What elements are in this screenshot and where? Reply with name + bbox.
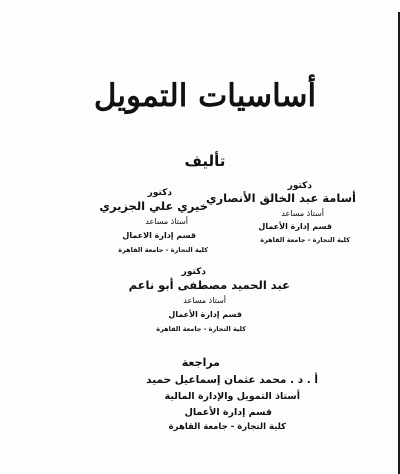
author-name: عبد الحميد مصطفى أبو ناعم: [128, 278, 290, 292]
author-name: أسامة عبد الخالق الأنصاري: [205, 191, 356, 205]
author-faculty: كلية التجارة - جامعة القاهرة: [118, 246, 208, 254]
review-block: [118, 356, 318, 446]
author-faculty: كلية التجارة - جامعة القاهرة: [156, 325, 246, 333]
author-degree: دكتور: [181, 267, 206, 277]
reviewer-department: قسم إدارة الأعمال: [184, 407, 272, 418]
author-degree: دكتور: [287, 181, 312, 191]
authored-by-label: تأليف: [184, 152, 226, 170]
author-department: قسم إدارة الاعمال: [122, 231, 196, 240]
author-faculty: كلية التجارة - جامعة القاهرة: [260, 236, 350, 244]
reviewer-name: أ . د . محمد عثمان إسماعيل حميد: [146, 374, 318, 386]
reviewer-faculty: كلية التجارة - جامعة القاهرة: [168, 422, 286, 432]
author-department: قسم إدارة الأعمال: [258, 222, 332, 231]
reviewer-position: أستاذ التمويل والإدارة المالية: [164, 391, 300, 402]
review-heading: مراجعة: [181, 356, 220, 369]
author-rank: أستاذ مساعد: [281, 209, 324, 218]
author-rank: أستاذ مساعد: [145, 217, 188, 226]
author-department: قسم إدارة الأعمال: [168, 310, 242, 319]
book-title: أساسيات التمويل: [93, 78, 317, 114]
author-degree: دكتور: [147, 188, 172, 198]
author-name: خيري علي الجزيري: [99, 199, 208, 213]
author-rank: أستاذ مساعد: [183, 296, 226, 305]
